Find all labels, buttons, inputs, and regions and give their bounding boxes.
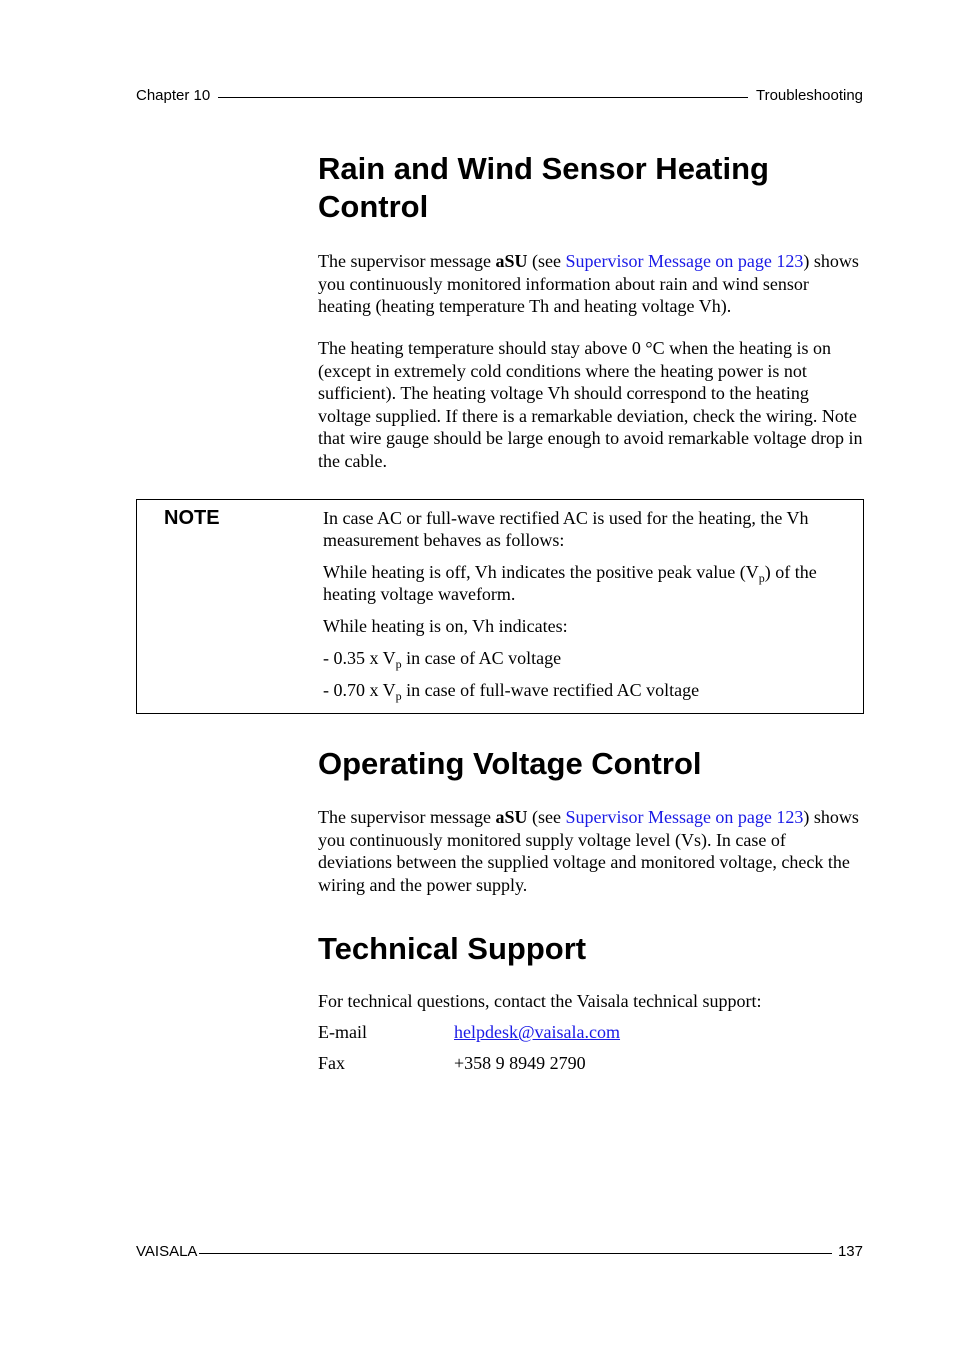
- technical-support-intro: For technical questions, contact the Vaisala technical support:: [318, 991, 762, 1011]
- section-label: Troubleshooting: [755, 87, 863, 104]
- supervisor-message-link[interactable]: Supervisor Message on page 123: [565, 807, 804, 827]
- footer-rule: [199, 1253, 832, 1254]
- email-link[interactable]: helpdesk@vaisala.com: [454, 1022, 621, 1042]
- operating-voltage-paragraph: The supervisor message aSU (see Supervisor Message on page 123) shows you continuously monitored supply voltage level (Vs). In case of deviations between the supplied voltage and monitored voltage, check the wiring and the power supply.: [318, 807, 859, 895]
- page-footer: [136, 1243, 863, 1260]
- fax-value: +358 9 8949 2790: [454, 1053, 586, 1073]
- note-line-3: While heating is on, Vh indicates:: [323, 616, 568, 636]
- note-line-4: - 0.35 x $V_p$ in case of AC voltage: [323, 648, 562, 671]
- page-number: 137: [837, 1243, 863, 1260]
- note-body: [323, 507, 855, 711]
- email-label: E-mail: [318, 1022, 367, 1042]
- email-row: [318, 1021, 620, 1043]
- note-line-5: - 0.70 x $V_p$ in case of full-wave rectified AC voltage: [323, 680, 700, 703]
- asu-command: aSU: [495, 807, 528, 827]
- page-header: [136, 87, 863, 104]
- note-box: [136, 499, 864, 714]
- note-line-1: In case AC or full-wave rectified AC is used for the heating, the Vh measurement behaves as follows:: [323, 508, 809, 550]
- note-label: NOTE: [164, 507, 220, 529]
- heading-rain-wind: Rain and Wind Sensor Heating Control: [318, 151, 769, 224]
- chapter-label: Chapter 10: [136, 87, 211, 104]
- rain-wind-paragraph-1: The supervisor message aSU (see Supervisor Message on page 123) shows you continuously monitored information about rain and wind sensor heating (heating temperature Th and heating voltage Vh).: [318, 251, 859, 316]
- company-name: VAISALA: [136, 1243, 198, 1260]
- fax-label: Fax: [318, 1053, 345, 1073]
- rain-wind-paragraph-2: The heating temperature should stay above 0 °C when the heating is on (except in extremely cold conditions where the heating power is not sufficient). The heating voltage Vh should correspond to the heating voltage supplied. If there is a remarkable deviation, check the wiring. Note that wire gauge should be large enough to avoid remarkable voltage drop in the cable.: [318, 338, 863, 471]
- supervisor-message-link[interactable]: Supervisor Message on page 123: [565, 251, 804, 271]
- fax-row: [318, 1052, 586, 1074]
- asu-command: aSU: [495, 251, 528, 271]
- note-line-2: While heating is off, Vh indicates the positive peak value $(V_p)$ of the heating voltage waveform.: [323, 562, 817, 604]
- heading-operating-voltage: Operating Voltage Control: [318, 746, 702, 781]
- header-rule: [218, 97, 748, 98]
- heading-technical-support: Technical Support: [318, 931, 587, 966]
